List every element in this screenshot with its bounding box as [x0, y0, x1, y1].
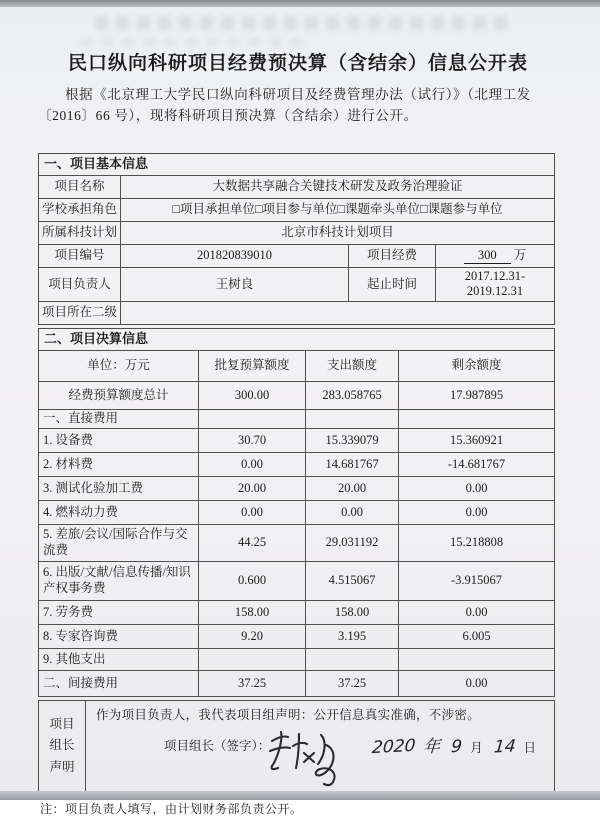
spent-value: 15.339079 [306, 429, 399, 453]
leader-duration-row [39, 267, 555, 301]
expense-row-testing [39, 477, 555, 501]
page-title: 民口纵向科研项目经费预决算（含结余）信息公开表 [67, 53, 528, 74]
leader-signature [266, 727, 358, 789]
budget-value: 30.70 [199, 429, 306, 453]
remain-value [399, 649, 555, 671]
spent-value: 158.00 [306, 601, 399, 625]
duration-label: 起止时间 [349, 267, 436, 301]
section2-heading: 二、项目决算信息 [39, 329, 555, 351]
declaration-label [39, 701, 86, 792]
budget-value: 9.20 [199, 625, 306, 649]
spent-value: 20.00 [306, 477, 399, 501]
expense-row-fuel [39, 501, 555, 525]
expense-label: 4. 燃料动力费 [39, 501, 199, 525]
expense-row-direct [39, 410, 555, 429]
plan-value: 北京市科技计划项目 [121, 221, 555, 244]
expense-label: 经费预算额度总计 [39, 382, 199, 410]
leader-label: 项目负责人 [39, 267, 121, 301]
spent-value: 29.031192 [306, 525, 399, 562]
expense-label: 7. 劳务费 [39, 601, 199, 625]
section1-heading: 一、项目基本信息 [39, 153, 555, 175]
project-name-row [39, 175, 555, 198]
expense-row-indirect [39, 671, 555, 697]
remain-value: -14.681767 [399, 453, 555, 477]
remain-value: 0.00 [399, 477, 555, 501]
expense-row-consulting [39, 625, 555, 649]
expense-label: 一、直接费用 [39, 410, 199, 429]
expense-row-publication [39, 562, 555, 601]
expense-label: 6. 出版/文献/信息传播/知识产权事务费 [39, 562, 199, 601]
remain-value: 0.00 [399, 501, 555, 525]
plan-row [39, 221, 555, 244]
funds-value: 300 [464, 248, 511, 265]
role-options: □项目承担单位□项目参与单位□课题牵头单位□课题参与单位 [121, 198, 555, 221]
photo-edge-bottom [0, 791, 600, 800]
expense-label: 9. 其他支出 [39, 649, 199, 671]
expense-label: 二、间接费用 [39, 671, 199, 697]
spent-value: 14.681767 [306, 453, 399, 477]
signature-row [164, 733, 546, 758]
remain-value [399, 410, 555, 429]
spent-value: 37.25 [306, 671, 399, 697]
spent-value: 283.058765 [306, 382, 399, 410]
budget-value: 300.00 [199, 382, 306, 410]
declaration-label-line: 声明 [49, 759, 75, 774]
spent-header: 支出额度 [306, 351, 399, 382]
role-row [39, 198, 555, 221]
expense-label: 8. 专家咨询费 [39, 625, 199, 649]
sign-label: 项目组长（签字）： [164, 738, 271, 753]
column-header-row [39, 351, 555, 382]
sign-month: 9 [450, 736, 464, 757]
intro-paragraph: 根据《北京理工大学民口纵向科研项目及经费管理办法（试行）》（北理工发〔2016〕66 号），现将科研项目预决算（含结余）进行公开。 [38, 87, 531, 123]
sign-day: 14 [492, 736, 517, 758]
footnote: 注：项目负责人填写，由计划财务部负责公开。 [40, 802, 303, 817]
remain-value: 17.987895 [399, 382, 555, 410]
sign-day-unit: 日 [523, 740, 536, 755]
secondary-unit-label: 项目所在二级 [39, 302, 121, 325]
project-name-label: 项目名称 [39, 175, 121, 198]
secondary-unit-value [121, 302, 555, 325]
sign-year-unit: 年 [422, 736, 442, 758]
expense-row-other [39, 649, 555, 671]
remain-value: 15.360921 [399, 429, 555, 453]
remain-header: 剩余额度 [399, 351, 555, 382]
budget-value [199, 649, 306, 671]
basic-info-table [38, 153, 555, 325]
expense-row-materials [39, 453, 555, 477]
funds-label: 项目经费 [349, 244, 436, 267]
budget-value: 158.00 [199, 601, 306, 625]
budget-header: 批复预算额度 [199, 351, 306, 382]
project-number-label: 项目编号 [39, 244, 121, 267]
remain-value: 0.00 [399, 601, 555, 625]
spent-value: 4.515067 [306, 562, 399, 601]
declaration-label-line: 项目 [49, 717, 75, 732]
remain-value: 6.005 [399, 625, 555, 649]
budget-value: 20.00 [199, 477, 306, 501]
funds-value-cell [436, 244, 555, 267]
duration-value: 2017.12.31-2019.12.31 [436, 267, 555, 301]
budget-value: 0.00 [199, 501, 306, 525]
spent-value: 0.00 [306, 501, 399, 525]
sign-year: 2020 [371, 735, 417, 758]
final-accounts-table [38, 328, 555, 697]
sign-date [368, 733, 540, 758]
declaration-body [86, 701, 555, 792]
section2-header-row [39, 329, 555, 351]
budget-value: 44.25 [199, 525, 306, 562]
sign-month-unit: 月 [470, 740, 483, 755]
section1-header-row [39, 153, 555, 175]
unit-header: 单位：万元 [39, 351, 199, 382]
spent-value [306, 649, 399, 671]
spent-value [306, 410, 399, 429]
plan-label: 所属科技计划 [39, 221, 121, 244]
budget-value [199, 410, 306, 429]
expense-label: 5. 差旅/会议/国际合作与交流费 [39, 525, 199, 562]
budget-value: 37.25 [199, 671, 306, 697]
budget-value: 0.00 [199, 453, 306, 477]
expense-row-total [39, 382, 555, 410]
expense-row-travel [39, 525, 555, 562]
remain-value: 0.00 [399, 671, 555, 697]
project-name-value: 大数据共享融合关键技术研发及政务治理验证 [121, 175, 555, 198]
expense-label: 3. 测试化验加工费 [39, 477, 199, 501]
expense-row-equipment [39, 429, 555, 453]
budget-value: 0.600 [199, 562, 306, 601]
remain-value: 15.218808 [399, 525, 555, 562]
funds-unit: 万 [513, 247, 527, 262]
declaration-label-line: 组长 [49, 738, 75, 753]
project-number-value: 201820839010 [121, 244, 349, 267]
number-funds-row [39, 244, 555, 267]
secondary-unit-row [39, 302, 555, 325]
remain-value: -3.915067 [399, 562, 555, 601]
expense-label: 1. 设备费 [39, 429, 199, 453]
spent-value: 3.195 [306, 625, 399, 649]
declaration-row [39, 701, 555, 792]
expense-row-labor [39, 601, 555, 625]
leader-value: 王树良 [121, 267, 349, 301]
role-label: 学校承担角色 [39, 198, 121, 221]
declaration-statement: 作为项目负责人，我代表项目组声明：公开信息真实准确，不涉密。 [96, 708, 481, 723]
declaration-table [38, 700, 555, 792]
expense-label: 2. 材料费 [39, 453, 199, 477]
